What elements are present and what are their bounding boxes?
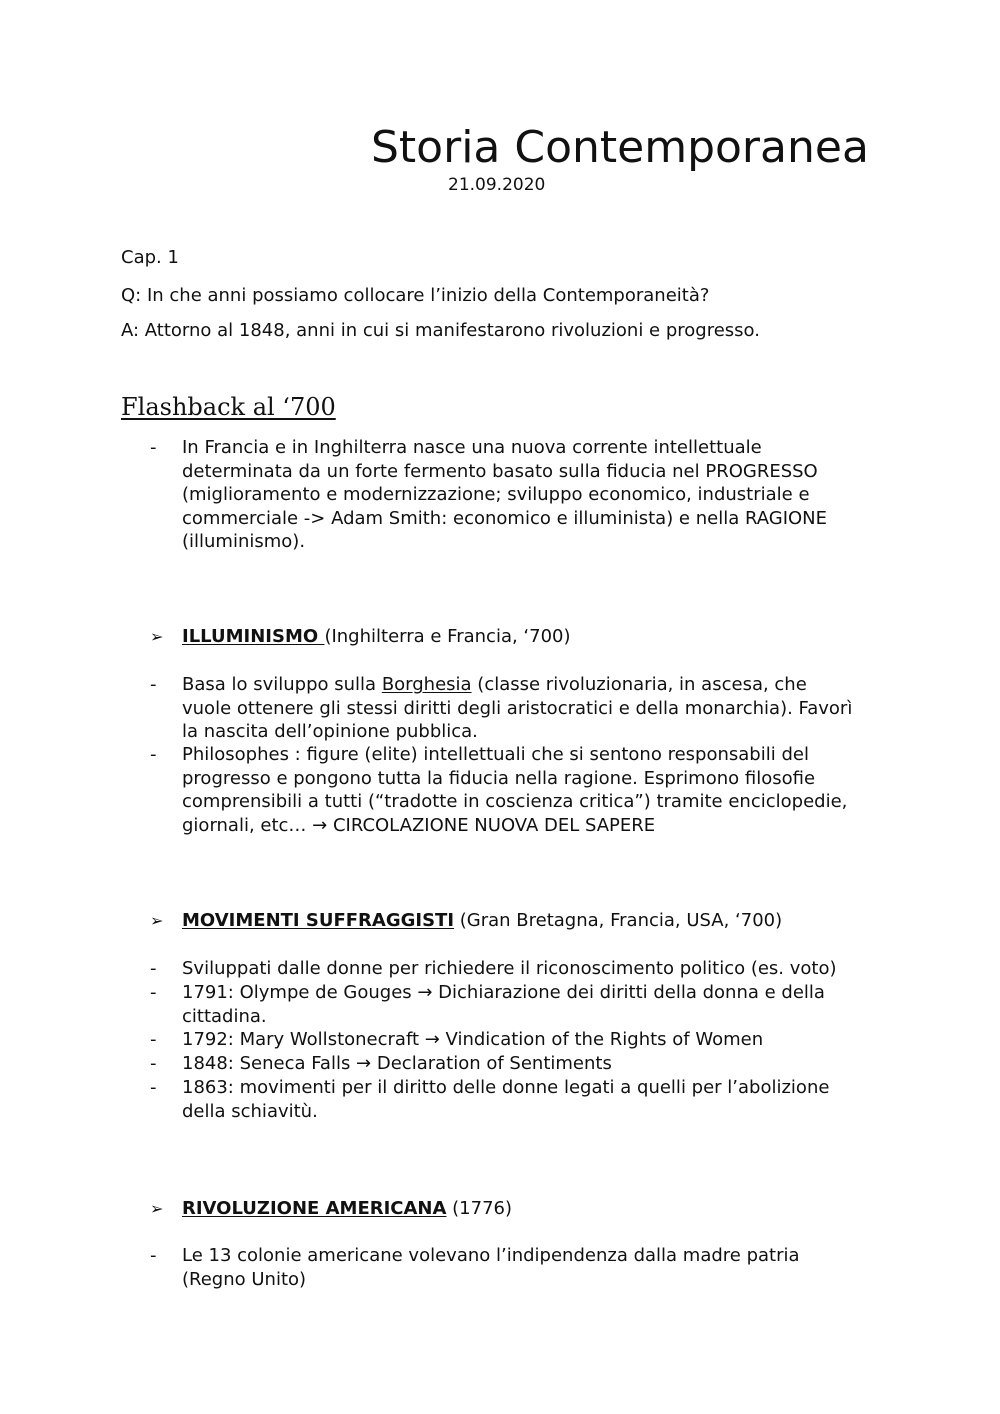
dash-marker: - (150, 437, 157, 458)
arrow-bullet-icon: ➢ (150, 1199, 164, 1218)
arrow-bullet-icon: ➢ (150, 911, 164, 930)
borghesia-underlined: Borghesia (381, 674, 472, 695)
heading-title: ILLUMINISMO (182, 626, 325, 647)
dash-marker: - (150, 1029, 157, 1050)
list-item-text: 1792: Mary Wollstonecraft → Vindication of the Rights of Women (182, 1029, 764, 1050)
dash-marker: - (150, 1245, 157, 1266)
heading-title: MOVIMENTI SUFFRAGGISTI (182, 910, 455, 931)
list-item-text: 1848: Seneca Falls → Declaration of Sentiments (182, 1053, 612, 1074)
list-item-text: In Francia e in Inghilterra nasce una nuova corrente intellettuale determinata da un forte fermento basato sulla fiducia nel PROGRESSO (miglioramento e modernizzazione; sviluppo economico, industriale e commerciale -> Adam Smith: economico e illuminista) e nella RAGIONE (illuminismo). (182, 437, 828, 552)
answer-text: A: Attorno al 1848, anni in cui si manifestarono rivoluzioni e progresso. (121, 320, 760, 341)
section-heading-flashback: Flashback al ‘700 (121, 393, 336, 421)
chapter-label: Cap. 1 (121, 247, 179, 268)
dash-marker: - (150, 744, 157, 765)
list-item-text: 1863: movimenti per il diritto delle donne legati a quelli per l’abolizione della schiavitù. (182, 1077, 830, 1122)
arrow-bullet-icon: ➢ (150, 627, 164, 646)
dash-marker: - (150, 1077, 157, 1098)
dash-marker: - (150, 982, 157, 1003)
heading-subtitle: (Gran Bretagna, Francia, USA, ‘700) (454, 910, 783, 931)
heading-subtitle: (Inghilterra e Francia, ‘700) (324, 626, 571, 647)
heading-subtitle: (1776) (446, 1198, 513, 1219)
list-item-text: 1791: Olympe de Gouges → Dichiarazione dei diritti della donna e della cittadina. (182, 982, 825, 1027)
list-item-text: Sviluppati dalle donne per richiedere il riconoscimento politico (es. voto) (182, 958, 837, 979)
question-text: Q: In che anni possiamo collocare l’inizio della Contemporaneità? (121, 285, 710, 306)
dash-marker: - (150, 674, 157, 695)
list-item-text: Le 13 colonie americane volevano l’indipendenza dalla madre patria (Regno Unito) (182, 1245, 800, 1290)
page-date: 21.09.2020 (448, 175, 546, 195)
heading-title: RIVOLUZIONE AMERICANA (182, 1198, 447, 1219)
page-title: Storia Contemporanea (371, 122, 869, 173)
list-item-text: Philosophes : figure (elite) intellettuali che si sentono responsabili del progresso e pongono tutta la fiducia nella ragione. Esprimono filosofie comprensibili a tutti (“tradotte in coscienza critica”) tramite enciclopedie, giornali, etc… → CIRCOLAZIONE NUOVA DEL SAPERE (182, 744, 848, 836)
dash-marker: - (150, 958, 157, 979)
dash-marker: - (150, 1053, 157, 1074)
list-item-text: Basa lo sviluppo sulla Borghesia (classe rivoluzionaria, in ascesa, che vuole ottenere gli stessi diritti degli aristocratici e della monarchia). Favorì la nascita dell’opinione pubblica. (182, 674, 853, 742)
